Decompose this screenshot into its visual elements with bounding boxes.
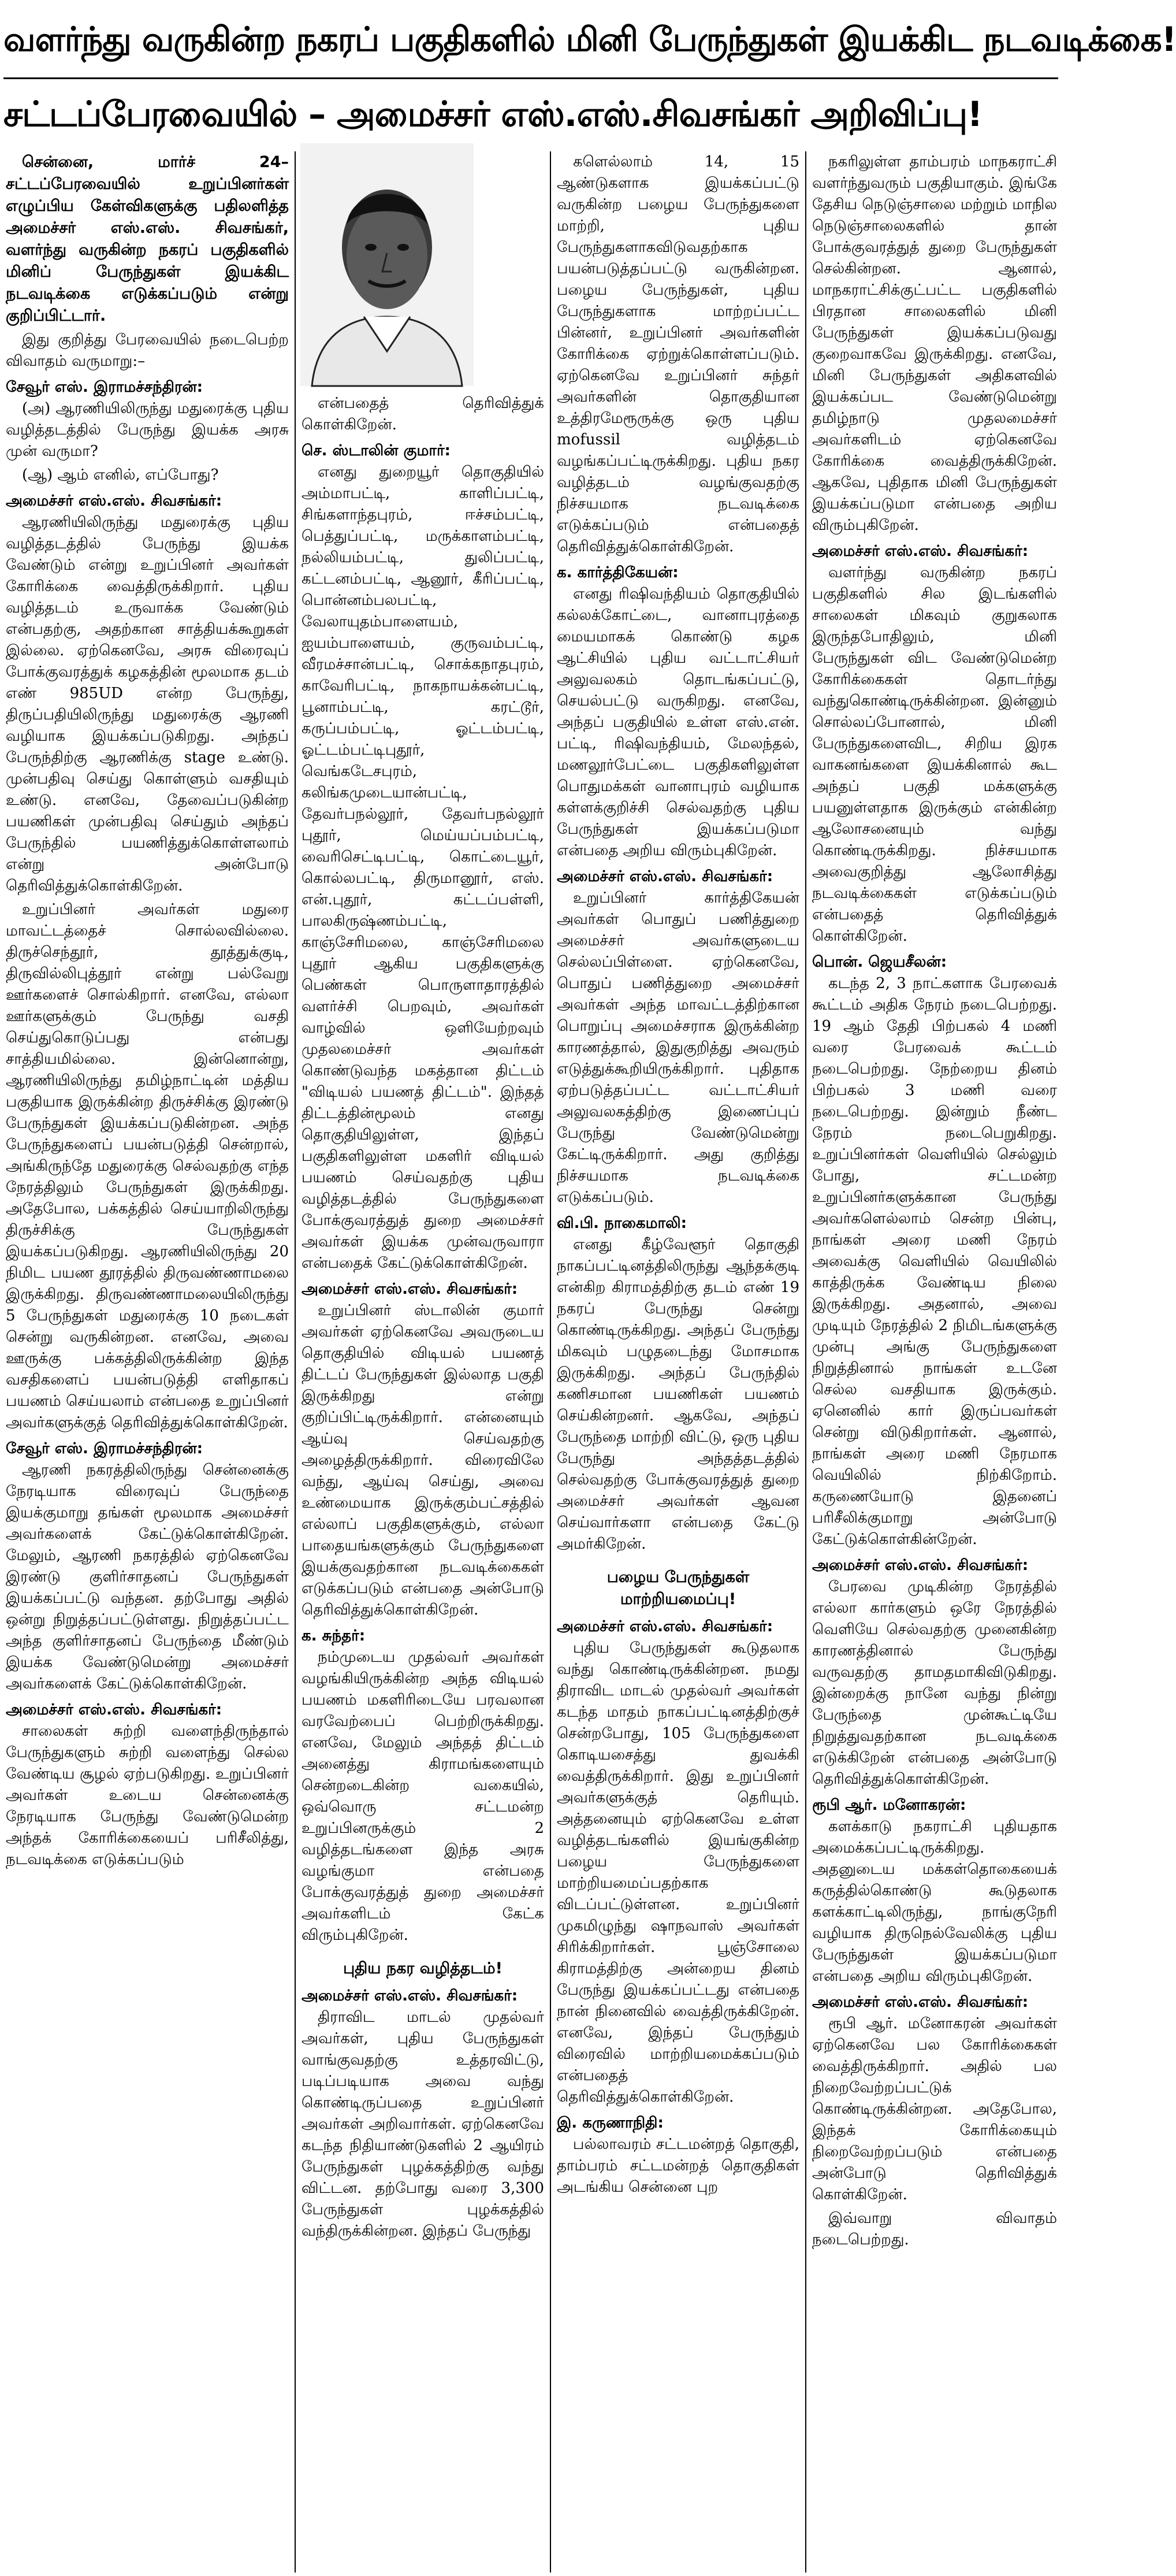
speaker-name: செ. ஸ்டாலின் குமார்: xyxy=(302,442,451,459)
column-4 xyxy=(812,151,1057,2573)
paragraph: உறுப்பினர் ஸ்டாலின் குமார் அவர்கள் ஏற்கெனவே அவருடைய தொகுதியில் விடியல் பயணத் திட்டப் பேருந்துகள் இல்லாத பகுதி இருக்கிறது என்று குறிப்பிட்டிருக்கிறார். என்னையும் ஆய்வு செய்வதற்கு அழைத்திருக்கிறார். விரைவிலே வந்து, ஆய்வு செய்து, அவை உண்மையாக இருக்கும்பட்சத்தில் எல்லாப் பகுதிகளுக்கும், எல்லா பாதையங்களுக்கும் பேருந்துகளை இயக்குவதற்கான நடவடிக்கைகள் எடுக்கப்படும் என்பதை அன்போடு தெரிவித்துக்கொள்கிறேன். xyxy=(302,1302,544,1619)
minister-portrait-icon xyxy=(300,143,474,386)
speaker-name: அமைச்சர் எஸ்.எஸ். சிவசங்கர்: xyxy=(812,543,1029,560)
speaker-name: அமைச்சர் எஸ்.எஸ். சிவசங்கர்: xyxy=(557,868,773,885)
speaker-name: அமைச்சர் எஸ்.எஸ். சிவசங்கர்: xyxy=(302,1987,518,2005)
column-divider xyxy=(550,151,551,2573)
paragraph: ஆரணி நகரத்திலிருந்து சென்னைக்கு நேரடியாக விரைவுப் பேருந்தை இயக்குமாறு தங்கள் மூலமாக அமைச்சர் அவர்களைக் கேட்டுக்கொள்கிறேன். மேலும், ஆரணி நகரத்தில் ஏற்கெனவே இரண்டு குளிர்சாதனப் பேருந்துகள் இயக்கப்பட்டு வந்தன. தற்போது அதில் ஒன்று நிறுத்தப்பட்டுள்ளது. நிறுத்தப்பட்ட அந்த குளிர்சாதனப் பேருந்தை மீண்டும் இயக்க வேண்டுமென்று அமைச்சர் அவர்களைக் கேட்டுக்கொள்கிறேன். xyxy=(6,1461,289,1692)
paragraph: எனது ரிஷிவந்தியம் தொகுதியில் கல்லக்கோட்டை, வானாபுரத்தை மையமாகக் கொண்டு கழக ஆட்சியில் புதிய வட்டாட்சியர் அலுவலகம் தொடங்கப்பட்டு, செயல்பட்டு வருகிறது. எனவே, அந்தப் பகுதியில் உள்ள எஸ்.என். பட்டி, ரிஷிவந்தியம், மேலந்தல், மணலூர்பேட்டை பகுதிகளிலுள்ள பொதுமக்கள் வானாபுரம் வழியாக கள்ளக்குறிச்சி செல்வதற்கு புதிய பேருந்துகள் இயக்கப்படுமா என்பதை அறிய விரும்புகிறேன். xyxy=(557,585,799,859)
speaker-name: ரூபி ஆர். மனோகரன்: xyxy=(812,1796,966,1814)
speaker-name: அமைச்சர் எஸ்.எஸ். சிவசங்கர்: xyxy=(812,1557,1029,1574)
paragraph: புதிய பேருந்துகள் கூடுதலாக வந்து கொண்டிருக்கின்றன. நமது திராவிட மாடல் முதல்வர் அவர்கள் கடந்த மாதம் நாகப்பட்டினத்திற்குச் சென்றபோது, 105 பேருந்துகளை கொடியசைத்து துவக்கி வைத்திருக்கிறார். இது உறுப்பினர் அவர்களுக்குத் தெரியும். அத்தனையும் ஏற்கெனவே உள்ள வழித்தடங்களில் இயங்குகின்ற பழைய பேருந்துகளை மாற்றியமைப்பதற்காக விடப்பட்டுள்ளன. உறுப்பினர் முகமிழுந்து ஷாநவாஸ் அவர்கள் சிரிக்கிறார்கள். பூஞ்சோலை கிராமத்திற்கு அன்றைய தினம் பேருந்து இயக்கப்பட்டது என்பதை நான் நினைவில் வைத்திருக்கிறேன். எனவே, இந்தப் பேருந்தும் விரைவில் மாற்றியமைக்கப்படும் என்பதைத் தெரிவித்துக்கொள்கிறேன். xyxy=(557,1639,799,2106)
speaker-name: அமைச்சர் எஸ்.எஸ். சிவசங்கர்: xyxy=(812,1994,1029,2011)
paragraph: எனது துறையூர் தொகுதியில் அம்மாபட்டி, காளிப்பட்டி, சிங்களாந்தபுரம், ஈச்சம்பட்டி, பெத்துப்பட்டி, மருக்காளம்பட்டி, நல்லியம்பட்டி, துலிப்பட்டி, கட்டனம்பட்டி, ஆனூர், கீரிப்பட்டி, பொன்னம்பலபட்டி, வேலாயுதம்பாளையம், ஐயம்பாளையம், குருவம்பட்டி, வீரமச்சான்பட்டி, சொக்கநாதபுரம், காவேரிபட்டி, நாகநாயக்கன்பட்டி, பூனாம்பட்டி, கரட்டூர், கருப்பம்பட்டி, ஓட்டம்பட்டி, ஓட்டம்பட்டிபுதூர், வெங்கடேசபுரம், கலிங்கமுடையான்பட்டி, தேவர்பநல்லூர், தேவர்பநல்லூர் புதூர், மெய்யப்பம்பட்டி, வைரிசெட்டிபட்டி, கொட்டையூர், கொல்லபட்டி, திருமானூர், எஸ். என்.புதூர், கட்டப்பள்ளி, பாலகிருஷ்ணம்பட்டி, காஞ்சேரிமலை, காஞ்சேரிமலை புதூர் ஆகிய பகுதிகளுக்கு பெண்கள் பொருளாதாரத்தில் வளர்ச்சி பெறவும், அவர்கள் வாழ்வில் ஒளியேற்றவும் முதலமைச்சர் அவர்கள் கொண்டுவந்த மகத்தான திட்டம் "விடியல் பயணத் திட்டம்". இந்தத் திட்டத்தின்மூலம் எனது தொகுதியிலுள்ள, இந்தப் பகுதிகளிலுள்ள மகளிர் விடியல் பயணம் செய்வதற்கு புதிய வழித்தடத்தில் பேருந்துகளை போக்குவரத்துத் துறை அமைச்சர் அவர்கள் இயக்க முன்வருவாரா என்பதைக் கேட்டுக்கொள்கிறேன். xyxy=(302,463,544,1272)
speaker-name: வி.பி. நாகைமாலி: xyxy=(557,1215,687,1232)
speaker-name: அமைச்சர் எஸ்.எஸ். சிவசங்கர்: xyxy=(302,1280,518,1298)
paragraph: உறுப்பினர் அவர்கள் மதுரை மாவட்டத்தைச் சொல்லவில்லை. திருச்செந்தூர், தூத்துக்குடி, திருவில்லிபுத்தூர் என்று பல்வேறு ஊர்களைச் சொல்கிறார். எனவே, எல்லா ஊர்களுக்கும் பேருந்து வசதி செய்துகொடுப்பது என்பது சாத்தியமில்லை. இன்னொன்று, ஆரணியிலிருந்து தமிழ்நாட்டின் மத்திய பகுதியாக இருக்கின்ற திருச்சிக்கு இரண்டு பேருந்துகள் இயக்கப்படுகின்றன. அந்த பேருந்துகளைப் பயன்படுத்தி சென்றால், அங்கிருந்தே மதுரைக்கு செல்வதற்கு எந்த நேரத்திலும் பேருந்துகள் இருக்கிறது. அதேபோல, பக்கத்தில் செய்யாறிலிருந்து திருச்சிக்கு பேருந்துகள் இயக்கப்படுகிறது. ஆரணியிலிருந்து 20 நிமிட பயண தூரத்தில் திருவண்ணாமலை இருக்கிறது. திருவண்ணாமலையிலிருந்து 5 பேருந்துகள் மதுரைக்கு 10 நடைகள் சென்று வருகின்றன. எனவே, அவை ஊருக்கு பக்கத்திலிருக்கின்ற இந்த வசதிகளைப் பயன்படுத்தி எளிதாகப் பயணம் செய்யலாம் என்பதை உறுப்பினர் அவர்களுக்குத் தெரிவித்துக்கொள்கிறேன். xyxy=(6,901,289,1431)
speaker-name: பொன். ஜெயசீலன்: xyxy=(812,953,947,971)
paragraph: (அ) ஆரணியிலிருந்து மதுரைக்கு புதிய வழித்தடத்தில் பேருந்து இயக்க அரசு முன் வருமா? xyxy=(6,400,289,460)
headline: வளர்ந்து வருகின்ற நகரப் பகுதிகளில் மினி பேருந்துகள் இயக்கிட நடவடிக்கை! xyxy=(3,20,1176,59)
speaker-name: அமைச்சர் எஸ்.எஸ். சிவசங்கர்: xyxy=(6,492,222,510)
speaker-name: க. சுந்தர்: xyxy=(302,1627,366,1645)
intro-text: சட்டப்பேரவையில் உறுப்பினர்கள் எழுப்பிய கேள்விகளுக்கு பதிலளித்த அமைச்சர் எஸ்.எஸ். சிவசங்கர், வளர்ந்து வருகின்ற நகரப் பகுதிகளில் மினிப் பேருந்துகள் இயக்கிட நடவடிக்கை எடுக்கப்படும் என்று குறிப்பிட்டார். xyxy=(6,175,289,325)
section-heading: புதிய நகர வழித்தடம்! xyxy=(343,1959,503,1977)
column-divider xyxy=(805,151,806,2573)
intro-paragraph xyxy=(6,151,289,327)
paragraph: திராவிட மாடல் முதல்வர் அவர்கள், புதிய பேருந்துகள் வாங்குவதற்கு உத்தரவிட்டு, படிப்படியாக அவை வந்து கொண்டிருப்பதை உறுப்பினர் அவர்கள் அறிவார்கள். ஏற்கெனவே கடந்த நிதியாண்டுகளில் 2 ஆயிரம் பேருந்துகள் புழக்கத்திற்கு வந்து விட்டன. தற்போது வரை 3,300 பேருந்துகள் புழக்கத்தில் வந்திருக்கின்றன. இந்தப் பேருந்து xyxy=(302,2009,544,2240)
paragraph: இது குறித்து பேரவையில் நடைபெற்ற விவாதம் வருமாறு:– xyxy=(6,331,289,370)
speaker-name: க. கார்த்திகேயன்: xyxy=(557,564,679,581)
minister-photo xyxy=(300,143,474,386)
speaker-name: சேவூர் எஸ். இராமச்சந்திரன்: xyxy=(6,378,203,396)
paragraph: நம்முடைய முதல்வர் அவர்கள் வழங்கியிருக்கின்ற அந்த விடியல் பயணம் மகளிரிடையே பரவலான வரவேற்பைப் பெற்றிருக்கிறது. எனவே, மேலும் அந்தத் திட்டம் அனைத்து கிராமங்களையும் சென்றடைகின்ற வகையில், ஒவ்வொரு சட்டமன்ற உறுப்பினருக்கும் 2 வழித்தடங்களை இந்த அரசு வழங்குமா என்பதை போக்குவரத்துத் துறை அமைச்சர் அவர்களிடம் கேட்க விரும்புகிறேன். xyxy=(302,1649,544,1944)
paragraph: (ஆ) ஆம் எனில், எப்போது? xyxy=(22,466,219,484)
column-2 xyxy=(302,393,544,2573)
speaker-name: சேவூர் எஸ். இராமச்சந்திரன்: xyxy=(6,1440,203,1457)
headline-rule xyxy=(3,77,1058,79)
paragraph: களக்காடு நகராட்சி புதியதாக அமைக்கப்பட்டிருக்கிறது. அதனுடைய மக்கள்தொகையைக் கருத்தில்கொண்டு கூடுதலாக களக்காட்டிலிருந்து, நாங்குநேரி வழியாக திருநெல்வேலிக்கு புதிய பேருந்துகள் இயக்கப்படுமா என்பதை அறிய விரும்புகிறேன். xyxy=(812,1818,1057,1985)
paragraph: கடந்த 2, 3 நாட்களாக பேரவைக் கூட்டம் அதிக நேரம் நடைபெற்றது. 19 ஆம் தேதி பிற்பகல் 4 மணி வரை பேரவைக் கூட்டம் நடைபெற்றது. நேற்றைய தினம் பிற்பகல் 3 மணி வரை நடைபெற்றது. இன்றும் நீண்ட நேரம் நடைபெறுகிறது. உறுப்பினர்கள் வெளியில் செல்லும் போது, சட்டமன்ற உறுப்பினர்களுக்கான பேருந்து அவர்களெல்லாம் சென்ற பின்பு, நாங்கள் அரை மணி நேரம் அவைக்கு வெளியில் வெயிலில் காத்திருக்க வேண்டிய நிலை இருக்கிறது. அதனால், அவை முடியும் நேரத்தில் 2 நிமிடங்களுக்கு முன்பு அங்கு பேருந்துகளை நிறுத்தினால் நாங்கள் உடனே செல்ல வசதியாக இருக்கும். ஏனெனில் கார் இருப்பவர்கள் சென்று விடுகிறார்கள். ஆனால், நாங்கள் அரை மணி நேரமாக வெயிலில் நிற்கிறோம். கருணையோடு இதனைப் பரிசீலிக்குமாறு அன்போடு கேட்டுக்கொள்கின்றேன். xyxy=(812,975,1057,1548)
paragraph: நகரிலுள்ள தாம்பரம் மாநகராட்சி வளர்ந்துவரும் பகுதியாகும். இங்கே தேசிய நெடுஞ்சாலை மற்றும் மாநில நெடுஞ்சாலைகளில் தான் போக்குவரத்துத் துறை பேருந்துகள் செல்கின்றன. ஆனால், மாநகராட்சிக்குட்பட்ட பகுதிகளில் பிரதான சாலைகளில் மினி பேருந்துகள் இயக்கப்படுவது குறைவாகவே இருக்கிறது. எனவே, மினி பேருந்துகள் அதிகளவில் இயக்கப்பட வேண்டுமென்று தமிழ்நாடு முதலமைச்சர் அவர்களிடம் ஏற்கெனவே கோரிக்கை வைத்திருக்கிறேன். ஆகவே, புதிதாக மினி பேருந்துகள் இயக்கப்படுமா என்பதை அறிய விரும்புகிறேன். xyxy=(812,153,1057,534)
paragraph: உறுப்பினர் கார்த்திகேயன் அவர்கள் பொதுப் பணித்துறை அமைச்சர் அவர்களுடைய செல்லப்பிள்ளை. ஏற்கெனவே, பொதுப் பணித்துறை அமைச்சர் அவர்கள் அந்த மாவட்டத்திற்கான பொறுப்பு அமைச்சராக இருக்கின்ற காரணத்தால், இதுகுறித்து அவரும் எடுத்துக்கூறியிருக்கிறார். புதிதாக ஏற்படுத்தப்பட்ட வட்டாட்சியர் அலுவலகத்திற்கு இணைப்புப் பேருந்து வேண்டுமென்று கேட்டிருக்கிறார். அது குறித்து நிச்சயமாக நடவடிக்கை எடுக்கப்படும். xyxy=(557,889,799,1206)
paragraph: என்பதைத் தெரிவித்துக் கொள்கிறேன். xyxy=(302,395,544,433)
paragraph: பல்லாவரம் சட்டமன்றத் தொகுதி, தாம்பரம் சட்டமன்றத் தொகுதிகள் அடங்கிய சென்னை புற xyxy=(557,2136,799,2196)
paragraph: ரூபி ஆர். மனோகரன் அவர்கள் ஏற்கெனவே பல கோரிக்கைகள் வைத்திருக்கிறார். அதில் பல நிறைவேற்றப்பட்டுக் கொண்டிருக்கின்றன. அதேபோல, இந்தக் கோரிக்கையும் நிறைவேற்றப்படும் என்பதை அன்போடு தெரிவித்துக் கொள்கிறேன். xyxy=(812,2015,1057,2203)
section-heading: பழைய பேருந்துகள் மாற்றியமைப்பு! xyxy=(606,1568,750,1608)
column-divider xyxy=(295,151,296,2573)
paragraph: ஆரணியிலிருந்து மதுரைக்கு புதிய வழித்தடத்தில் பேருந்து இயக்க வேண்டும் என்று உறுப்பினர் அவர்கள் கோரிக்கை வைத்திருக்கிறார். புதிய வழித்தடம் உருவாக்க வேண்டும் என்பதற்கு, அதற்கான சாத்தியக்கூறுகள் இல்லை. ஏற்கெனவே, அரசு விரைவுப் போக்குவரத்துக் கழகத்தின் மூலமாக தடம் எண் 985UD என்ற பேருந்து, திருப்பதியிலிருந்து மதுரைக்கு ஆரணி வழியாக இயக்கப்படுகிறது. அந்தப் பேருந்திற்கு ஆரணிக்கு stage உண்டு. முன்பதிவு செய்து கொள்ளும் வசதியும் உண்டு. எனவே, தேவைப்படுகின்ற பயணிகள் முன்பதிவு செய்தும் அந்தப் பேருந்தில் பயணித்துக்கொள்ளலாம் என்று அன்போடு தெரிவித்துக்கொள்கிறேன். xyxy=(6,514,289,894)
speaker-name: அமைச்சர் எஸ்.எஸ். சிவசங்கர்: xyxy=(557,1618,773,1635)
column-3 xyxy=(557,151,799,2573)
speaker-name: அமைச்சர் எஸ்.எஸ். சிவசங்கர்: xyxy=(6,1701,222,1718)
subheadline: சட்டப்பேரவையில் – அமைச்சர் எஸ்.எஸ்.சிவசங்கர் அறிவிப்பு! xyxy=(3,94,983,135)
column-1 xyxy=(6,151,289,2573)
speaker-name: இ. கருணாநிதி: xyxy=(557,2114,664,2132)
paragraph: சாலைகள் சுற்றி வளைந்திருந்தால் பேருந்துகளும் சுற்றி வளைந்து செல்ல வேண்டிய சூழல் ஏற்படுகிறது. உறுப்பினர் அவர்கள் உடைய சென்னைக்கு நேரடியாக பேருந்து வேண்டுமென்ற அந்தக் கோரிக்கையைப் பரிசீலித்து, நடவடிக்கை எடுக்கப்படும் xyxy=(6,1723,289,1868)
paragraph: பேரவை முடிகின்ற நேரத்தில் எல்லா கார்களும் ஒரே நேரத்தில் வெளியே செல்வதற்கு முனைகின்ற காரணத்தினால் பேருந்து வருவதற்கு தாமதமாகிவிடுகிறது. இன்றைக்கு நானே வந்து நின்று பேருந்தை முன்கூட்டியே நிறுத்துவதற்கான நடவடிக்கை எடுக்கிறேன் என்பதை அன்போடு தெரிவித்துக்கொள்கிறேன். xyxy=(812,1578,1057,1788)
closing-paragraph: இவ்வாறு விவாதம் நடைபெற்றது. xyxy=(812,2210,1057,2248)
paragraph: வளர்ந்து வருகின்ற நகரப் பகுதிகளில் சில இடங்களில் சாலைகள் மிகவும் குறுகலாக இருந்தபோதிலும், மினி பேருந்துகள் விட வேண்டுமென்ற கோரிக்கைகள் தொடர்ந்து வந்துகொண்டிருக்கின்றன. இன்னும் சொல்லப்போனால், மினி பேருந்துகளைவிட, சிறிய இரக வாகனங்களை இயக்கினால் கூட அந்தப் பகுதி மக்களுக்கு பயனுள்ளதாக இருக்கும் என்கின்ற ஆலோசனையும் வந்து கொண்டிருக்கிறது. நிச்சயமாக அவைகுறித்து ஆலோசித்து நடவடிக்கைகள் எடுக்கப்படும் என்பதைத் தெரிவித்துக் கொள்கிறேன். xyxy=(812,564,1057,945)
dateline: சென்னை, மார்ச் 24– xyxy=(22,153,289,171)
paragraph: எனது கீழ்வேளூர் தொகுதி நாகப்பட்டினத்திலிருந்து ஆந்தக்குடி என்கிற கிராமத்திற்கு தடம் எண் 19 நகரப் பேருந்து சென்று கொண்டிருக்கிறது. அந்தப் பேருந்து மிகவும் பழுதடைந்து மோசமாக இருக்கிறது. அந்தப் பேருந்தில் கணிசமான பயணிகள் பயணம் செய்கின்றனர். ஆகவே, அந்தப் பேருந்தை மாற்றி விட்டு, ஒரு புதிய பேருந்து அந்தத்தடத்தில் செல்வதற்கு போக்குவரத்துத் துறை அமைச்சர் அவர்கள் ஆவன செய்வார்களா என்பதை கேட்டு அமர்கிறேன். xyxy=(557,1236,799,1553)
paragraph: களெல்லாம் 14, 15 ஆண்டுகளாக இயக்கப்பட்டு வருகின்ற பழைய பேருந்துகளை மாற்றி, புதிய பேருந்துகளாகவிடுவதற்காக பயன்படுத்தப்பட்டு வருகின்றன. பழைய பேருந்துகள், புதிய பேருந்துகளாக மாற்றப்பட்ட பின்னர், உறுப்பினர் அவர்களின் கோரிக்கை ஏற்றுக்கொள்ளப்படும். ஏற்கெனவே உறுப்பினர் சுந்தர் அவர்களின் தொகுதியான உத்திரமேரூருக்கு ஒரு புதிய mofussil வழித்தடம் வழங்கப்பட்டிருக்கிறது. புதிய நகர வழித்தடம் வழங்குவதற்கு நிச்சயமாக நடவடிக்கை எடுக்கப்படும் என்பதைத் தெரிவித்துக்கொள்கிறேன். xyxy=(557,153,799,555)
